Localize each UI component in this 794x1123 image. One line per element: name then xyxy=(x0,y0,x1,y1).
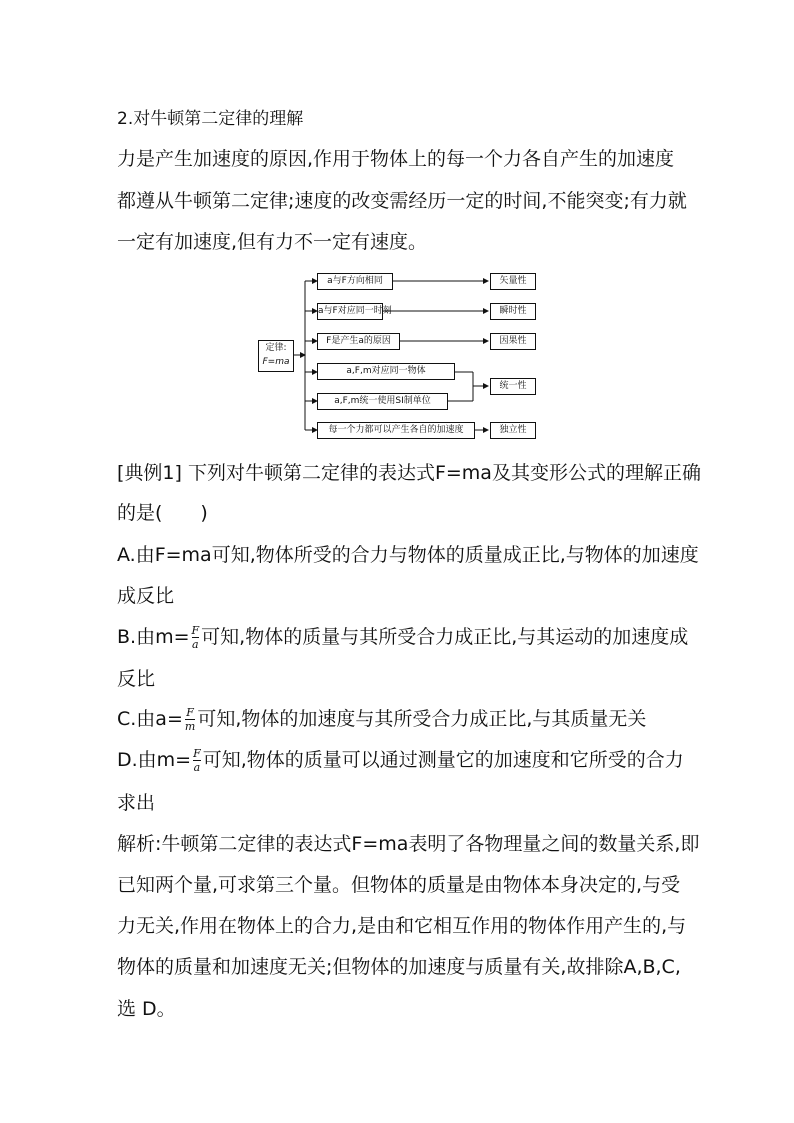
example-question-line-1: [典例1] 下列对牛顿第二定律的表达式F=ma及其变形公式的理解正确 xyxy=(117,462,701,484)
property-box-unity xyxy=(490,378,536,395)
example-question-line-2: 的是( ) xyxy=(117,502,208,524)
option-a-line-1: A.由F=ma可知,物体所受的合力与物体的质量成正比,与物体的加速度 xyxy=(117,544,699,566)
option-d-line-2: 求出 xyxy=(117,792,156,814)
item-label: a与F对应同一时刻 xyxy=(318,306,392,316)
paragraph-line-3: 一定有加速度,但有力不一定有速度。 xyxy=(117,231,428,253)
option-c-fraction xyxy=(185,707,195,732)
option-b-text: 可知,物体的质量与其所受合力成正比,与其运动的加速度成 xyxy=(201,626,689,648)
option-c-text: 可知,物体的加速度与其所受合力成正比,与其质量无关 xyxy=(197,708,647,730)
option-b-prefix: B.由m= xyxy=(117,626,190,648)
option-d-line-1 xyxy=(117,747,684,773)
fraction-denominator: m xyxy=(184,720,196,733)
paragraph-line-2: 都遵从牛顿第二定律;速度的改变需经历一定的时间,不能突变;有力就 xyxy=(117,190,687,212)
property-label: 因果性 xyxy=(499,336,527,346)
option-c-prefix: C.由a= xyxy=(117,708,183,730)
item-label: a,F,m对应同一物体 xyxy=(346,366,426,376)
property-box-instant xyxy=(490,303,536,320)
root-law-label: 定律: xyxy=(265,343,287,353)
option-d-prefix: D.由m= xyxy=(117,749,192,771)
newton-second-law-diagram xyxy=(255,270,545,442)
property-box-vector xyxy=(490,273,536,290)
property-label: 矢量性 xyxy=(499,276,527,286)
property-label: 独立性 xyxy=(499,425,527,435)
fraction-numerator: F xyxy=(193,747,201,760)
paragraph-line-1: 力是产生加速度的原因,作用于物体上的每一个力各自产生的加速度 xyxy=(117,148,675,170)
property-label: 统一性 xyxy=(499,381,527,391)
fraction-denominator: a xyxy=(193,761,201,774)
item-box-moment xyxy=(317,303,392,320)
root-law-box xyxy=(258,340,294,372)
fraction-numerator: F xyxy=(186,706,194,719)
item-label: a,F,m统一使用SI制单位 xyxy=(334,396,431,406)
item-box-cause xyxy=(317,333,400,350)
fraction-numerator: F xyxy=(191,624,200,637)
diagram-connectors xyxy=(255,270,545,442)
property-label: 瞬时性 xyxy=(499,306,527,316)
analysis-line-5: 选 D。 xyxy=(117,998,176,1020)
analysis-line-4: 物体的质量和加速度无关;但物体的加速度与质量有关,故排除A,B,C, xyxy=(117,956,681,978)
option-a-line-2: 成反比 xyxy=(117,585,175,607)
item-box-each-force xyxy=(317,422,475,439)
item-box-si-units xyxy=(317,393,448,410)
option-d-fraction xyxy=(193,748,201,773)
option-c-line-1 xyxy=(117,706,646,732)
item-box-direction xyxy=(317,273,393,290)
option-b-line-1 xyxy=(117,624,688,650)
item-box-same-object xyxy=(317,363,455,380)
item-label: 每一个力都可以产生各自的加速度 xyxy=(328,425,464,435)
item-label: a与F方向相同 xyxy=(327,276,383,286)
fraction-denominator: a xyxy=(192,638,199,651)
section-heading: 2.对牛顿第二定律的理解 xyxy=(117,109,304,129)
property-box-causal xyxy=(490,333,536,350)
root-law-formula: F=ma xyxy=(262,357,290,367)
analysis-line-2: 已知两个量,可求第三个量。但物体的质量是由物体本身决定的,与受 xyxy=(117,874,681,896)
option-b-line-2: 反比 xyxy=(117,668,156,690)
property-box-independence xyxy=(490,422,536,439)
analysis-line-1: 解析:牛顿第二定律的表达式F=ma表明了各物理量之间的数量关系,即 xyxy=(117,833,700,855)
analysis-line-3: 力无关,作用在物体上的合力,是由和它相互作用的物体作用产生的,与 xyxy=(117,915,687,937)
option-d-text: 可知,物体的质量可以通过测量它的加速度和它所受的合力 xyxy=(202,749,684,771)
item-label: F是产生a的原因 xyxy=(326,336,391,346)
option-b-fraction xyxy=(192,625,200,650)
